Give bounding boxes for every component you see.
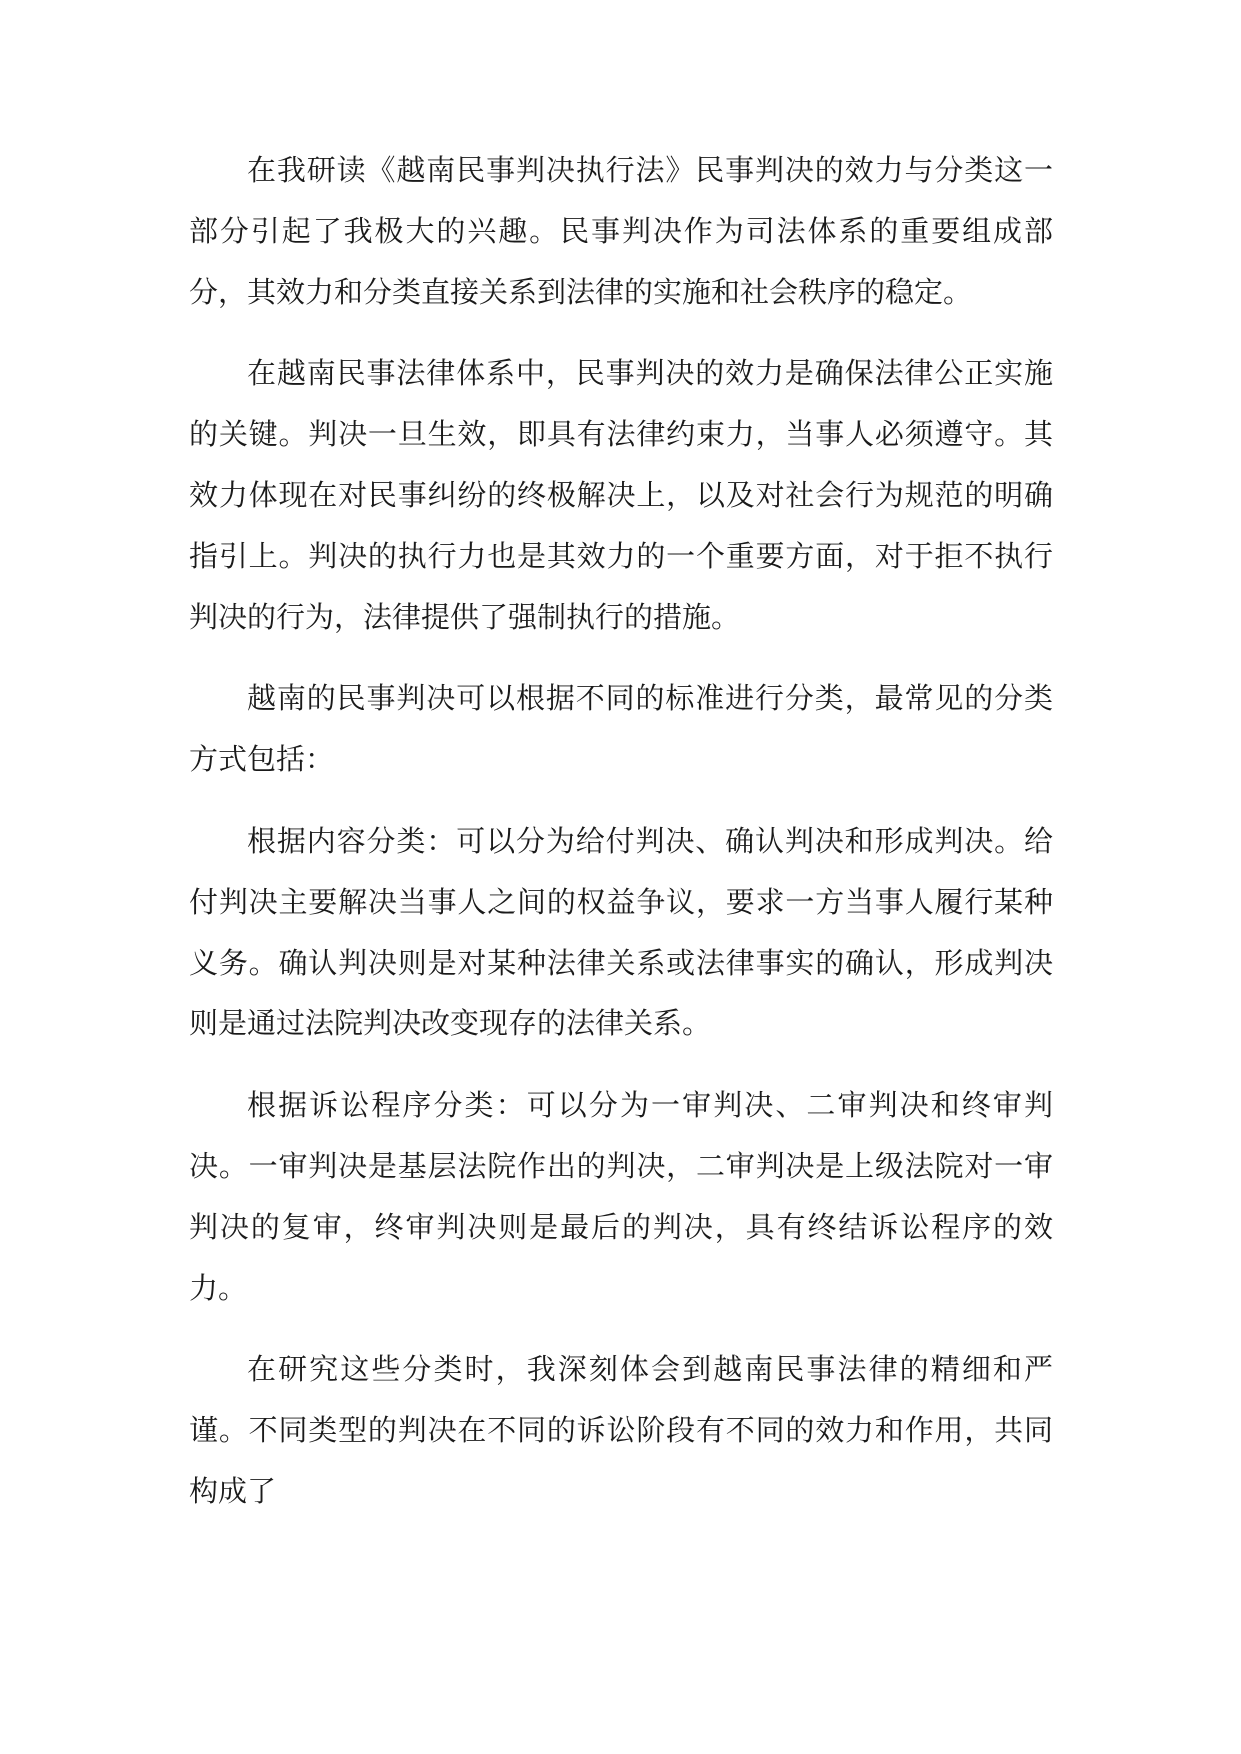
paragraph-5: 根据诉讼程序分类：可以分为一审判决、二审判决和终审判决。一审判决是基层法院作出的判决，二审判决是上级法院对一审判决的复审，终审判决则是最后的判决，具有终结诉讼程序的效力。 bbox=[189, 1088, 1053, 1305]
document-body bbox=[189, 140, 1053, 1543]
paragraph-2: 在越南民事法律体系中，民事判决的效力是确保法律公正实施的关键。判决一旦生效，即具有法律约束力，当事人必须遵守。其效力体现在对民事纠纷的终极解决上，以及对社会行为规范的明确指引上。判决的执行力也是其效力的一个重要方面，对于拒不执行判决的行为，法律提供了强制执行的措施。 bbox=[189, 356, 1053, 634]
paragraph-6: 在研究这些分类时，我深刻体会到越南民事法律的精细和严谨。不同类型的判决在不同的诉讼阶段有不同的效力和作用，共同构成了 bbox=[189, 1352, 1053, 1508]
paragraph-1: 在我研读《越南民事判决执行法》民事判决的效力与分类这一部分引起了我极大的兴趣。民事判决作为司法体系的重要组成部分，其效力和分类直接关系到法律的实施和社会秩序的稳定。 bbox=[189, 153, 1053, 309]
paragraph-3: 越南的民事判决可以根据不同的标准进行分类，最常见的分类方式包括： bbox=[189, 681, 1053, 777]
paragraph-4: 根据内容分类：可以分为给付判决、确认判决和形成判决。给付判决主要解决当事人之间的权益争议，要求一方当事人履行某种义务。确认判决则是对某种法律关系或法律事实的确认，形成判决则是通过法院判决改变现存的法律关系。 bbox=[189, 823, 1053, 1041]
